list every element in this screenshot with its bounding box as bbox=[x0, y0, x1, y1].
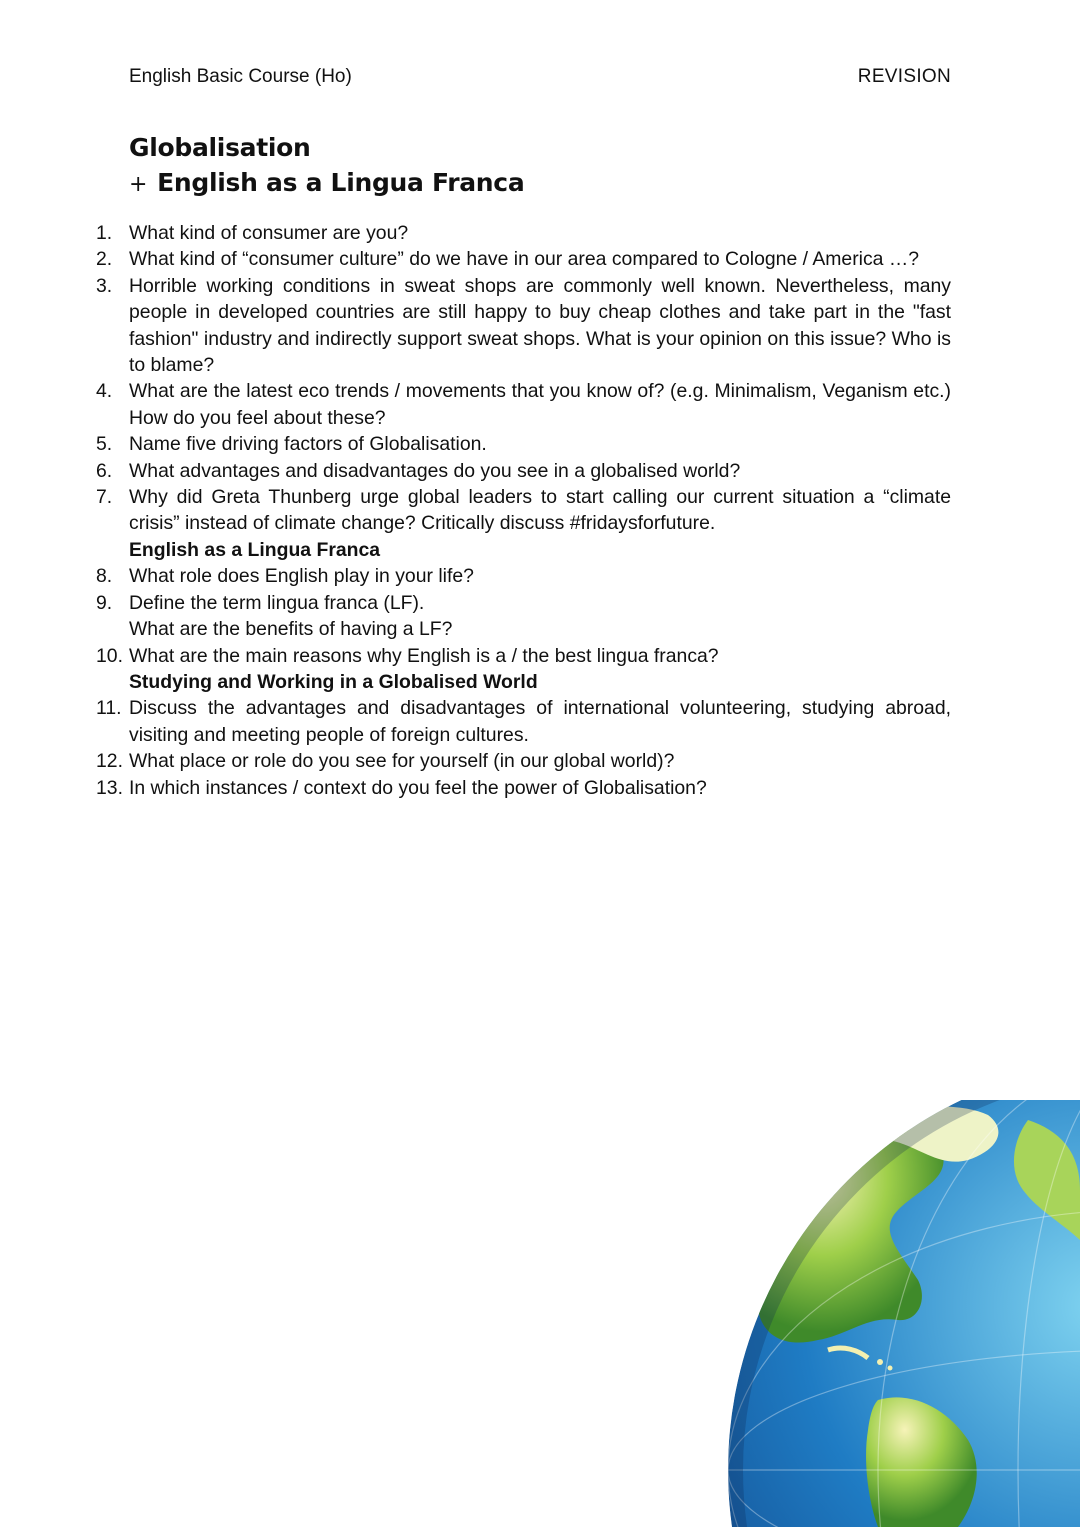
item-number: 11. bbox=[96, 697, 122, 720]
list-item bbox=[96, 220, 951, 246]
list-item bbox=[96, 563, 951, 589]
item-text: In which instances / context do you feel the power of Globalisation? bbox=[129, 776, 707, 799]
page-subtitle bbox=[129, 168, 524, 197]
item-text: Define the term lingua franca (LF). bbox=[129, 591, 425, 614]
item-number: 5. bbox=[96, 433, 113, 456]
item-number: 7. bbox=[96, 486, 113, 509]
list-item bbox=[96, 695, 951, 748]
item-text: What role does English play in your life? bbox=[129, 565, 474, 588]
item-text: Name five driving factors of Globalisation. bbox=[129, 433, 487, 456]
list-item bbox=[96, 643, 951, 669]
list-item bbox=[96, 273, 951, 379]
item-text: What are the main reasons why English is a / the best lingua franca? bbox=[129, 644, 719, 667]
list-item bbox=[96, 246, 951, 272]
item-text: What kind of “consumer culture” do we have in our area compared to Cologne / America …? bbox=[129, 248, 920, 271]
section-heading-lingua-franca: English as a Lingua Franca bbox=[129, 538, 381, 561]
revision-label: REVISION bbox=[857, 66, 951, 87]
item-text: What place or role do you see for yourself (in our global world)? bbox=[129, 750, 675, 773]
item-number: 1. bbox=[96, 222, 113, 244]
course-title: English Basic Course (Ho) bbox=[129, 66, 352, 87]
item-number: 12. bbox=[96, 750, 123, 773]
list-item bbox=[96, 775, 951, 801]
item-number: 8. bbox=[96, 565, 113, 588]
list-item bbox=[96, 748, 951, 774]
item-continuation: What are the benefits of having a LF? bbox=[129, 618, 453, 641]
question-list bbox=[96, 220, 951, 801]
page-title: Globalisation bbox=[129, 133, 311, 162]
list-item bbox=[96, 431, 951, 457]
item-text: What are the latest eco trends / movements that you know of? (e.g. Minimalism, Veganism etc.) How do you feel about these? bbox=[129, 380, 951, 429]
section-heading-studying: Studying and Working in a Globalised World bbox=[129, 670, 538, 693]
list-item bbox=[96, 484, 951, 537]
item-number: 4. bbox=[96, 380, 113, 403]
item-number: 9. bbox=[96, 591, 113, 614]
item-text: Discuss the advantages and disadvantages of international volunteering, studying abroad, visiting and meeting people of foreign cultures. bbox=[129, 697, 951, 746]
subtitle-text: English as a Lingua Franca bbox=[157, 168, 525, 197]
item-text: Why did Greta Thunberg urge global leaders to start calling our current situation a “climate crisis” instead of climate change? Critically discuss #fridaysforfuture. bbox=[129, 486, 951, 535]
list-item bbox=[96, 378, 951, 431]
list-item bbox=[96, 590, 951, 616]
list-item bbox=[96, 458, 951, 484]
item-number: 10. bbox=[96, 644, 123, 667]
item-number: 6. bbox=[96, 459, 113, 482]
globe-icon bbox=[728, 1100, 1080, 1527]
item-text: What kind of consumer are you? bbox=[129, 222, 409, 244]
item-text: Horrible working conditions in sweat shops are commonly well known. Nevertheless, many people in developed countries are still happy to buy cheap clothes and take part in the "fast fashion" industry and indirectly support sweat shops. What is your opinion on this issue? Who is to blame? bbox=[129, 274, 951, 377]
item-number: 3. bbox=[96, 274, 113, 297]
item-number: 13. bbox=[96, 776, 123, 799]
item-number: 2. bbox=[96, 248, 113, 271]
item-text: What advantages and disadvantages do you see in a globalised world? bbox=[129, 459, 741, 482]
plus-sign: + bbox=[129, 172, 148, 197]
